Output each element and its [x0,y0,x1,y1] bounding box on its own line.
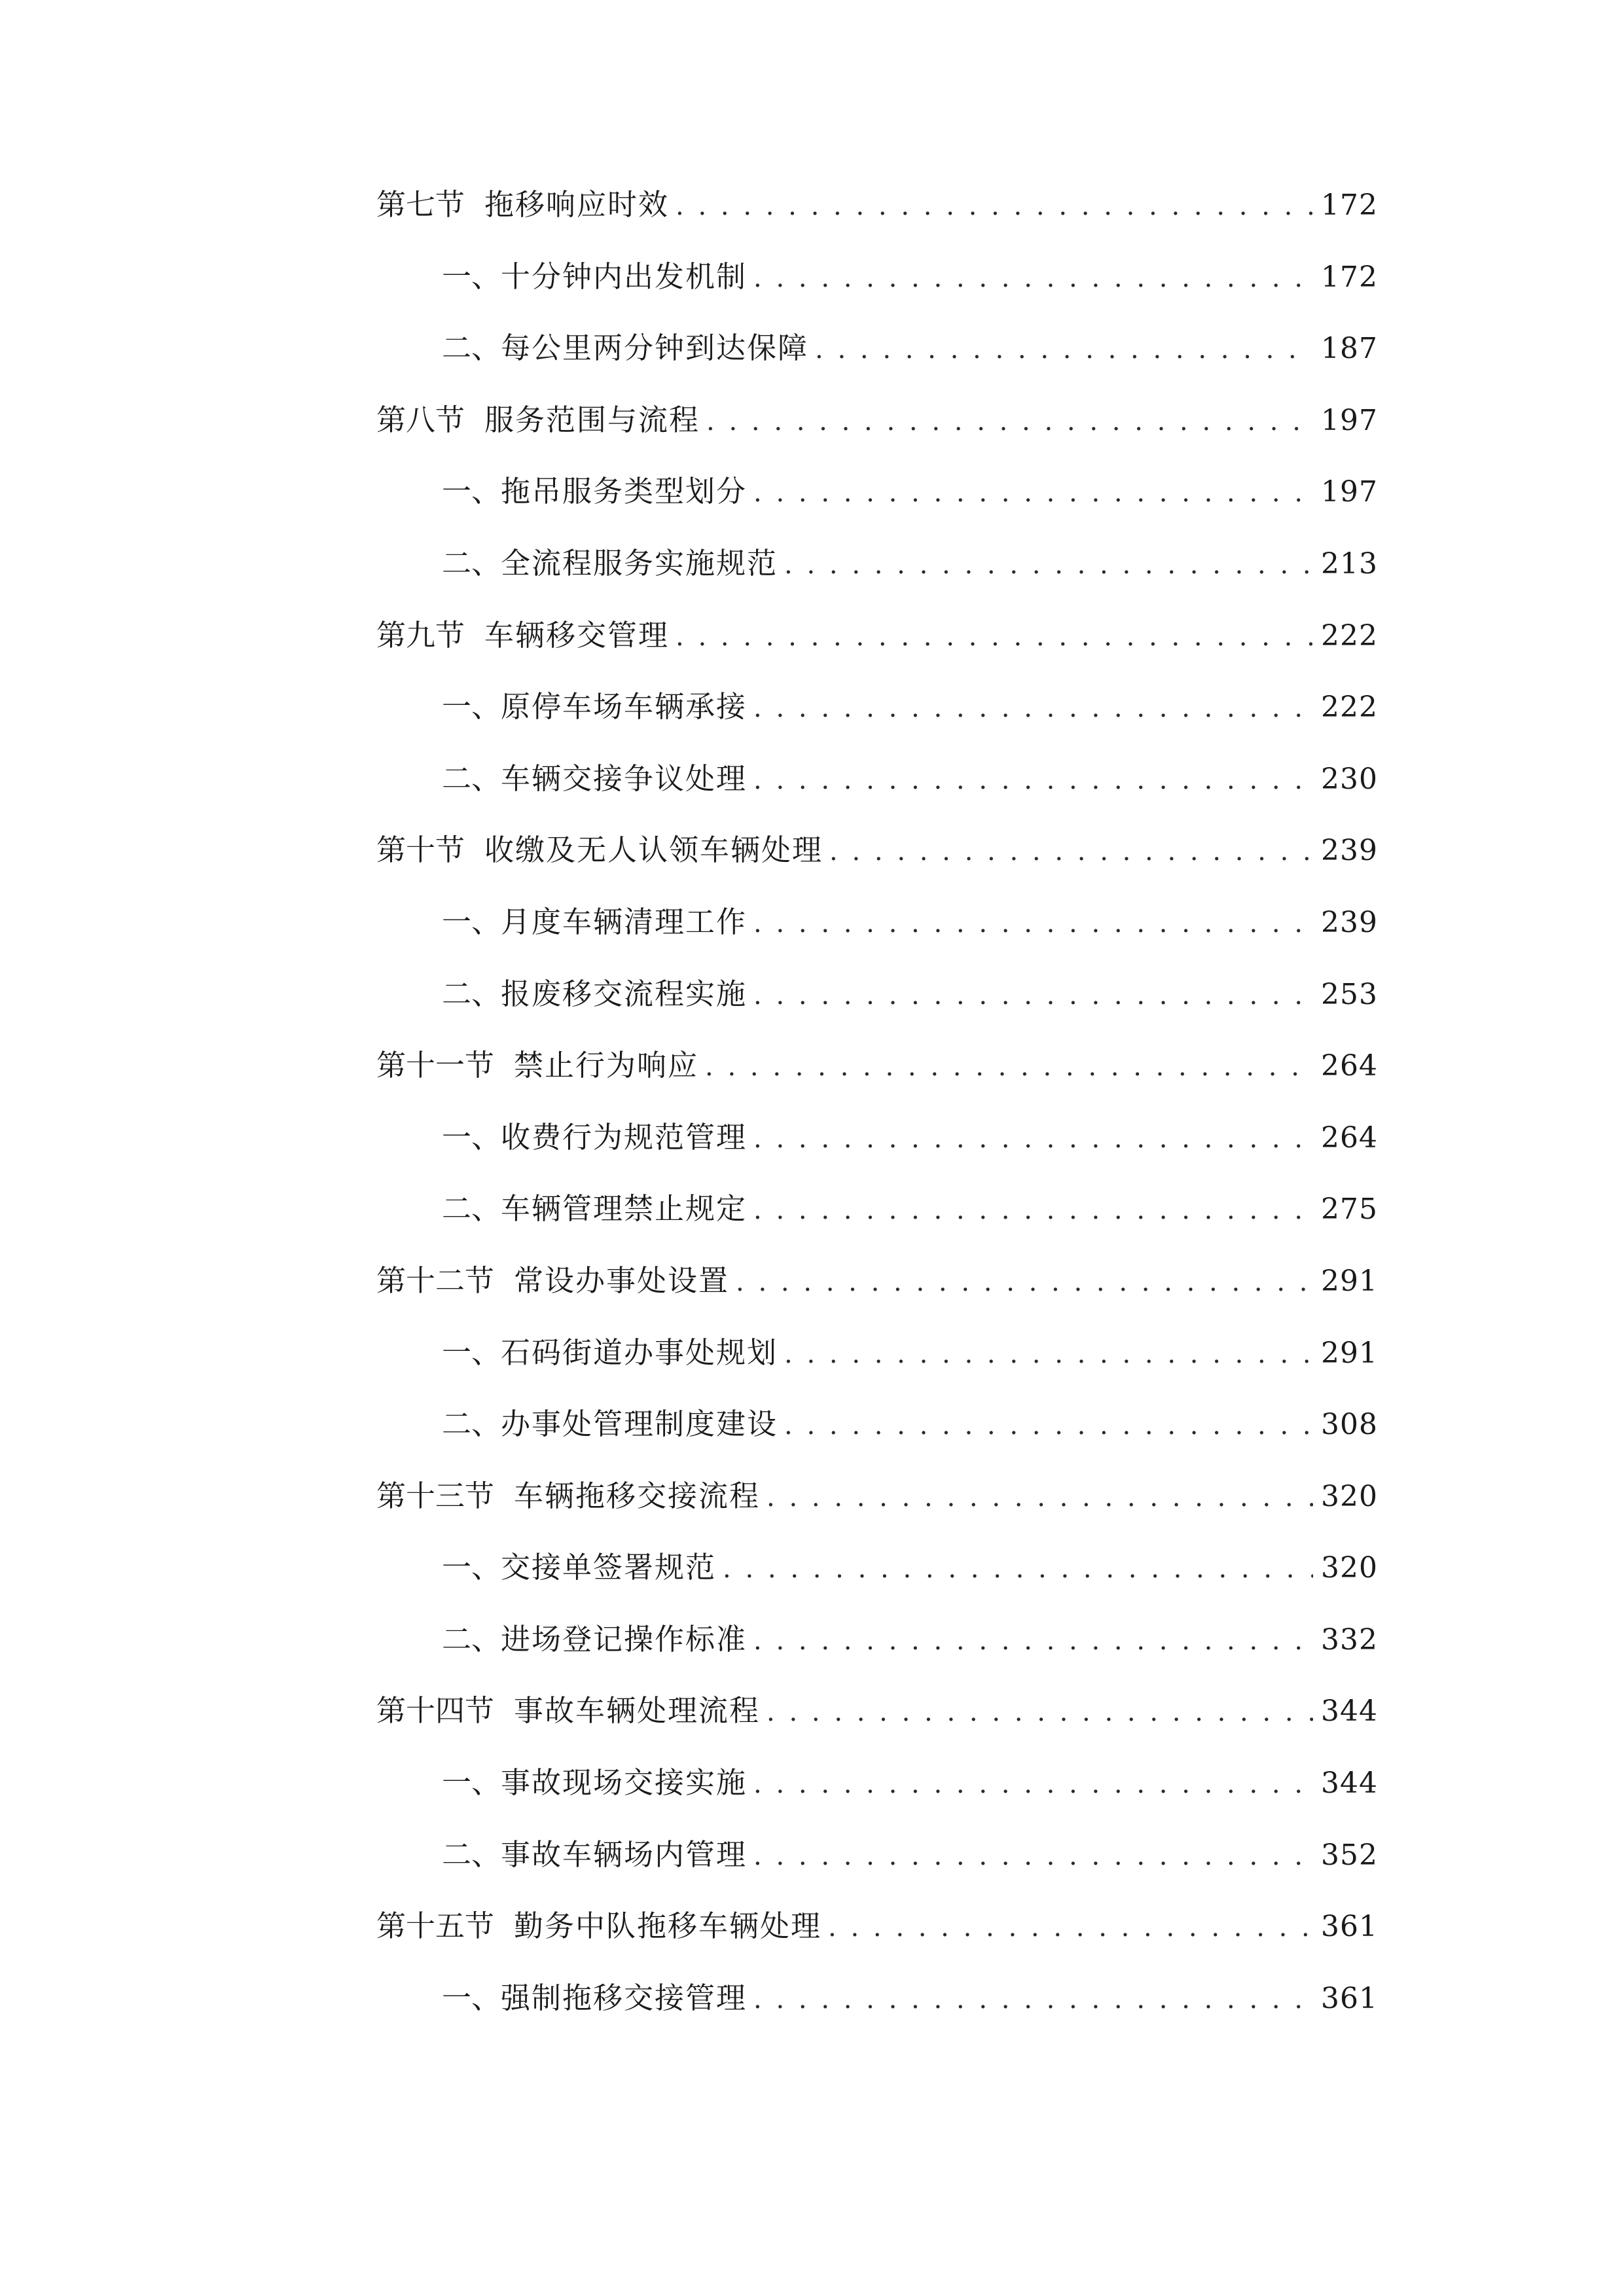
toc-entry-number: 一、 [442,1765,501,1801]
toc-entry-page-number: 275 [1321,1193,1378,1227]
table-of-contents [376,187,1378,2054]
toc-entry-number: 二、 [442,545,501,581]
dot-leader [784,1412,1313,1439]
toc-subsection-entry[interactable] [376,1621,1378,1696]
toc-entry-title: 进场登记操作标准 [501,1621,748,1657]
toc-entry-page-number: 264 [1321,1121,1378,1155]
toc-entry-page-number: 352 [1321,1838,1378,1872]
toc-entry-number: 第十四节 [376,1693,495,1729]
toc-entry-title: 事故车辆处理流程 [514,1693,761,1729]
toc-subsection-entry[interactable] [376,333,1378,405]
toc-entry-number: 二、 [442,1621,501,1657]
dot-leader [706,408,1313,435]
toc-entry-page-number: 361 [1321,1981,1378,2015]
dot-leader [784,552,1313,578]
dot-leader [753,265,1313,291]
toc-entry-number: 一、 [442,1335,501,1370]
toc-entry-title: 报废移交流程实施 [501,976,748,1011]
toc-entry-title: 拖吊服务类型划分 [501,474,748,509]
toc-entry-number: 一、 [442,689,501,725]
dot-leader [829,838,1313,865]
toc-entry-number: 一、 [442,259,501,294]
dot-leader [753,910,1313,937]
toc-entry-page-number: 230 [1321,762,1378,796]
dot-leader [676,193,1313,219]
toc-entry-number: 一、 [442,1119,501,1155]
toc-section-entry[interactable] [376,617,1378,692]
toc-entry-number: 第八节 [376,402,465,437]
toc-entry-page-number: 320 [1321,1479,1378,1513]
toc-section-entry[interactable] [376,1693,1378,1768]
toc-subsection-entry[interactable] [376,1335,1378,1410]
toc-entry-page-number: 264 [1321,1049,1378,1083]
toc-entry-number: 二、 [442,1407,501,1442]
toc-entry-title: 拖移响应时效 [484,187,670,222]
toc-entry-page-number: 197 [1321,403,1378,437]
dot-leader [676,624,1313,650]
toc-entry-page-number: 239 [1321,834,1378,868]
toc-entry-page-number: 344 [1321,1767,1378,1801]
dot-leader [753,480,1313,506]
toc-entry-title: 车辆交接争议处理 [501,761,748,796]
toc-section-entry[interactable] [376,1263,1378,1338]
toc-entry-page-number: 253 [1321,977,1378,1011]
toc-entry-title: 勤务中队拖移车辆处理 [514,1909,822,1944]
dot-leader [753,767,1313,793]
toc-entry-title: 禁止行为响应 [514,1048,699,1083]
toc-entry-number: 二、 [442,1191,501,1227]
toc-section-entry[interactable] [376,402,1378,477]
toc-subsection-entry[interactable] [376,476,1378,548]
dot-leader [784,1341,1313,1367]
toc-subsection-entry[interactable] [376,259,1378,334]
dot-leader [753,1771,1313,1797]
toc-subsection-entry[interactable] [376,976,1378,1051]
toc-entry-title: 车辆管理禁止规定 [501,1191,748,1227]
toc-entry-page-number: 291 [1321,1336,1378,1370]
dot-leader [753,1126,1313,1152]
dot-leader [767,1484,1313,1511]
toc-entry-number: 第十五节 [376,1909,495,1944]
dot-leader [753,982,1313,1009]
toc-entry-title: 收费行为规范管理 [501,1119,748,1155]
toc-entry-number: 二、 [442,976,501,1011]
toc-entry-number: 第十三节 [376,1478,495,1513]
toc-entry-number: 二、 [442,1837,501,1872]
dot-leader [736,1269,1313,1295]
toc-section-entry[interactable] [376,1911,1378,1983]
toc-entry-page-number: 332 [1321,1623,1378,1657]
toc-entry-number: 第十二节 [376,1263,495,1298]
toc-entry-page-number: 197 [1321,475,1378,509]
toc-entry-number: 二、 [442,761,501,796]
toc-entry-page-number: 344 [1321,1695,1378,1729]
dot-leader [753,1843,1313,1869]
toc-section-entry[interactable] [376,1478,1378,1553]
toc-subsection-entry[interactable] [376,1980,1378,2055]
toc-entry-title: 十分钟内出发机制 [501,259,748,294]
toc-entry-title: 常设办事处设置 [514,1263,730,1298]
toc-section-entry[interactable] [376,835,1378,907]
toc-entry-number: 二、 [442,331,501,366]
toc-entry-title: 收缴及无人认领车辆处理 [484,833,823,868]
toc-entry-page-number: 308 [1321,1408,1378,1442]
toc-entry-page-number: 222 [1321,619,1378,653]
toc-entry-title: 车辆拖移交接流程 [514,1478,761,1513]
toc-entry-page-number: 361 [1321,1910,1378,1944]
toc-entry-number: 一、 [442,1980,501,2015]
toc-entry-title: 办事处管理制度建设 [501,1407,778,1442]
toc-entry-page-number: 187 [1321,332,1378,366]
toc-subsection-entry[interactable] [376,1191,1378,1266]
toc-entry-title: 事故车辆场内管理 [501,1837,748,1872]
toc-entry-page-number: 172 [1321,260,1378,294]
toc-subsection-entry[interactable] [376,545,1378,620]
toc-section-entry[interactable] [376,187,1378,262]
toc-subsection-entry[interactable] [376,1552,1378,1624]
toc-subsection-entry[interactable] [376,1409,1378,1481]
toc-entry-number: 第七节 [376,187,465,222]
toc-subsection-entry[interactable] [376,1119,1378,1194]
toc-entry-page-number: 172 [1321,188,1378,222]
toc-entry-title: 石码街道办事处规划 [501,1335,778,1370]
toc-entry-title: 每公里两分钟到达保障 [501,331,809,366]
dot-leader [753,695,1313,721]
toc-subsection-entry[interactable] [376,689,1378,764]
toc-subsection-entry[interactable] [376,1765,1378,1840]
toc-subsection-entry[interactable] [376,1837,1378,1912]
toc-entry-number: 第十节 [376,833,465,868]
toc-entry-number: 第九节 [376,617,465,653]
toc-entry-number: 第十一节 [376,1048,495,1083]
dot-leader [753,1197,1313,1223]
dot-leader [723,1556,1313,1582]
toc-entry-page-number: 320 [1321,1551,1378,1585]
toc-subsection-entry[interactable] [376,761,1378,836]
toc-entry-title: 强制拖移交接管理 [501,1980,748,2015]
toc-entry-title: 事故现场交接实施 [501,1765,748,1801]
toc-entry-number: 一、 [442,1550,501,1585]
toc-entry-page-number: 291 [1321,1264,1378,1298]
toc-entry-title: 车辆移交管理 [484,617,670,653]
dot-leader [705,1054,1313,1080]
toc-entry-title: 服务范围与流程 [484,402,700,437]
toc-entry-page-number: 239 [1321,905,1378,939]
toc-entry-title: 原停车场车辆承接 [501,689,748,725]
toc-entry-title: 月度车辆清理工作 [501,904,748,939]
toc-entry-number: 一、 [442,904,501,939]
toc-subsection-entry[interactable] [376,904,1378,979]
toc-entry-page-number: 213 [1321,547,1378,581]
toc-section-entry[interactable] [376,1050,1378,1122]
toc-entry-title: 全流程服务实施规范 [501,545,778,581]
dot-leader [767,1699,1313,1725]
dot-leader [753,1628,1313,1654]
toc-entry-number: 一、 [442,474,501,509]
toc-entry-title: 交接单签署规范 [501,1550,717,1585]
dot-leader [753,1986,1313,2013]
dot-leader [815,336,1313,363]
toc-entry-page-number: 222 [1321,691,1378,725]
dot-leader [828,1914,1313,1941]
